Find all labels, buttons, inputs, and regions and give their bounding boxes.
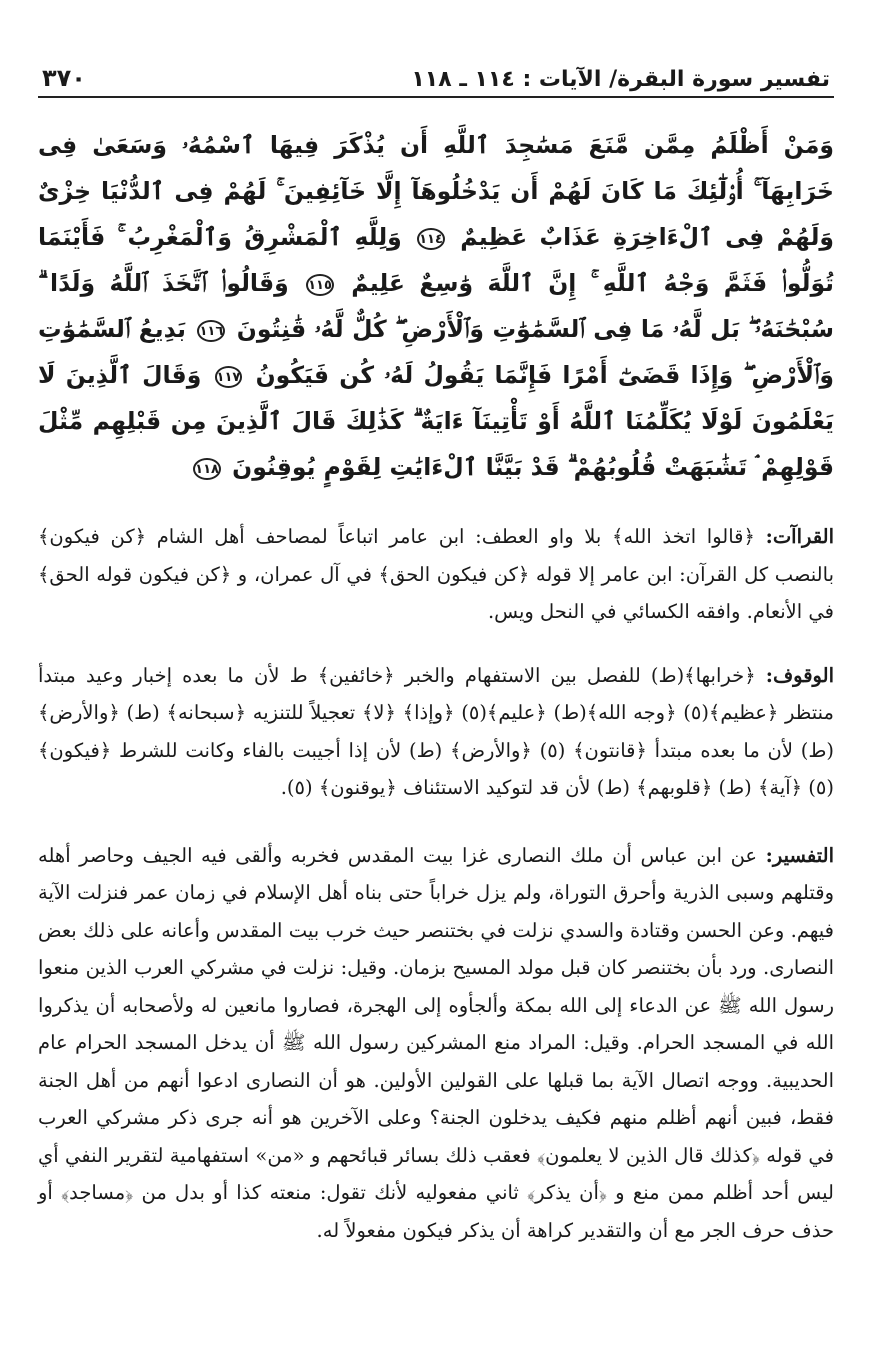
ayah-marker-114: ١١٤ — [417, 228, 445, 250]
verse-text-116: وَقَالُوا۟ ٱتَّخَذَ ٱللَّهُ وَلَدًا ۗ سُبْحَٰنَهُۥ ۖ بَل لَّهُۥ مَا فِى ٱلسَّمَٰوَٰتِ وَٱلْأَرْضِ ۖ كُلٌّ لَّهُۥ قَٰنِتُونَ — [38, 269, 834, 343]
tafsir-label: التفسير: — [765, 843, 835, 867]
qiraat-section — [38, 518, 834, 631]
verse-text-115: وَلِلَّهِ ٱلْمَشْرِقُ وَٱلْمَغْرِبُ ۚ فَأَيْنَمَا تُوَلُّوا۟ فَثَمَّ وَجْهُ ٱللَّهِ ۚ إِنَّ ٱللَّهَ وَٰسِعٌ عَلِيمٌ — [38, 223, 835, 297]
ayah-marker-115: ١١٥ — [306, 274, 334, 296]
waqf-label: الوقوف: — [765, 663, 834, 687]
ayah-marker-118: ١١٨ — [193, 458, 221, 480]
quran-verses-block — [38, 122, 834, 490]
verse-text-118: وَقَالَ ٱلَّذِينَ لَا يَعْلَمُونَ لَوْلَا يُكَلِّمُنَا ٱللَّهُ أَوْ تَأْتِينَآ ءَايَةٌ ۗ كَذَٰلِكَ قَالَ ٱلَّذِينَ مِن قَبْلِهِم مِّثْلَ قَوْلِهِمْ ۘ تَشَٰبَهَتْ قُلُوبُهُمْ ۗ قَدْ بَيَّنَّا ٱلْءَايَٰتِ لِقَوْمٍ يُوقِنُونَ — [38, 361, 834, 481]
tafsir-text: عن ابن عباس أن ملك النصارى غزا بيت المقدس فخربه وألقى فيه الجيف وحاصر أهله وقتلهم وسبى الذرية وأحرق التوراة، ولم يزل خراباً حتى بناه أهل الإسلام في زمان عمر فنزلت الآية فيهم. وعن الحسن وقتادة والسدي نزلت في بختنصر حيث خرب بيت المقدس وأعانه على ذلك بعض النصارى. ورد بأن بختنصر كان قبل مولد المسيح بزمان. وقيل: نزلت في مشركي العرب الذين منعوا رسول الله ﷺ عن الدعاء إلى الله بمكة وألجأوه إلى الهجرة، فصاروا مانعين له ولأصحابه أن يذكروا الله في المسجد الحرام. وقيل: المراد منع المشركين رسول الله ﷺ أن يدخل المسجد الحرام عام الحديبية. ووجه اتصال الآية بما قبلها على القولين الأولين. هو أن النصارى ادعوا أنهم من أهل الجنة فقط، فبين أنهم أظلم منهم فكيف يدخلون الجنة؟ وعلى الآخرين هو أنه جرى ذكر مشركي العرب في قوله ﴿كذلك قال الذين لا يعلمون﴾ فعقب ذلك بسائر قبائحهم و «من» استفهامية لتقرير النفي أي ليس أحد أظلم ممن منع و ﴿أن يذكر﴾ ثاني مفعوليه لأنك تقول: منعته كذا أو بدل من ﴿مساجد﴾ أو حذف حرف الجر مع أن والتقدير كراهة أن يذكر فيكون مفعولاً له. — [38, 843, 834, 1242]
page — [38, 52, 834, 1352]
qiraat-text: ﴿قالوا اتخذ الله﴾ بلا واو العطف: ابن عامر اتباعاً لمصاحف أهل الشام ﴿كن فيكون﴾ بالنصب كل القرآن: ابن عامر إلا قوله ﴿كن فيكون الحق﴾ في آل عمران، و ﴿كن فيكون قوله الحق﴾ في الأنعام. وافقه الكسائي في النحل ويس. — [38, 525, 834, 623]
waqf-section — [38, 657, 834, 807]
ayah-marker-117: ١١٧ — [215, 366, 243, 388]
tafsir-section — [38, 837, 834, 1250]
running-title: تفسير سورة البقرة/ الآيات : ١١٤ ـ ١١٨ — [411, 67, 830, 92]
verse-text-114: وَمَنْ أَظْلَمُ مِمَّن مَّنَعَ مَسَٰجِدَ ٱللَّهِ أَن يُذْكَرَ فِيهَا ٱسْمُهُۥ وَسَعَىٰ فِى خَرَابِهَآ ۚ أُو۟لَٰٓئِكَ مَا كَانَ لَهُمْ أَن يَدْخُلُوهَآ إِلَّا خَآئِفِينَ ۚ لَهُمْ فِى ٱلدُّنْيَا خِزْىٌ وَلَهُمْ فِى ٱلْءَاخِرَةِ عَذَابٌ عَظِيمٌ — [38, 131, 834, 251]
qiraat-label: القراآت: — [765, 525, 834, 548]
page-number: ٣٧٠ — [42, 64, 86, 92]
running-header — [38, 52, 834, 98]
ayah-marker-116: ١١٦ — [197, 320, 225, 342]
verse-text-117: بَدِيعُ ٱلسَّمَٰوَٰتِ وَٱلْأَرْضِ ۖ وَإِذَا قَضَىٰٓ أَمْرًا فَإِنَّمَا يَقُولُ لَهُۥ كُن فَيَكُونُ — [38, 315, 835, 389]
waqf-text: ﴿خرابها﴾(ط) للفصل بين الاستفهام والخبر ﴿خائفين﴾ ط لأن ما بعده إخبار وعيد مبتدأ منتظر ﴿عظيم﴾(٥) ﴿وجه الله﴾(ط) ﴿عليم﴾(٥) ﴿وإذا﴾ ﴿لا﴾ تعجيلاً للتنزيه ﴿سبحانه﴾ (ط) ﴿والأرض﴾ (ط) لأن ما بعده مبتدأ ﴿قانتون﴾ (٥) ﴿والأرض﴾ (ط) لأن إذا أجيبت بالفاء وكانت للشرط ﴿فيكون﴾ (٥) ﴿آية﴾ (ط) ﴿قلوبهم﴾ (ط) لأن قد لتوكيد الاستئناف ﴿يوقنون﴾ (٥). — [38, 663, 834, 799]
